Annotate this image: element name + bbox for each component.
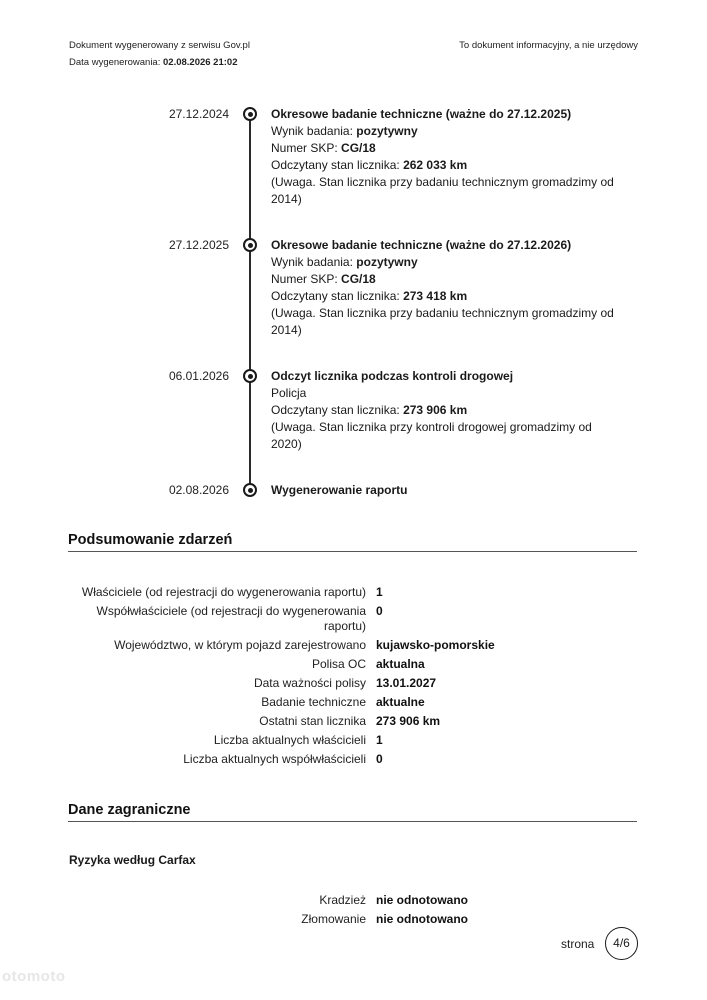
timeline-date: 02.08.2026	[168, 483, 229, 497]
timeline-date: 06.01.2026	[168, 369, 229, 383]
summary-label: Właściciele (od rejestracji do wygenerowania raportu)	[81, 585, 366, 599]
summary-value: 1	[376, 733, 383, 747]
summary-value: 1	[376, 585, 383, 599]
page-label: strona	[561, 937, 595, 951]
summary-value: 0	[376, 752, 383, 766]
timeline-event	[271, 106, 621, 208]
timeline-event	[271, 368, 621, 453]
summary-label: Województwo, w którym pojazd zarejestrowano	[114, 638, 366, 652]
summary-section-title: Podsumowanie zdarzeń	[68, 532, 233, 548]
timeline-date: 27.12.2024	[168, 107, 229, 121]
event-odometer: Odczytany stan licznika: 273 418 km	[271, 289, 468, 303]
timeline-date: 27.12.2025	[168, 238, 229, 252]
event-title: Okresowe badanie techniczne (ważne do 27.12.2025)	[271, 107, 572, 121]
source-note: Dokument wygenerowany z serwisu Gov.pl	[69, 40, 250, 51]
page-number-badge: 4/6	[605, 927, 638, 960]
timeline-event	[271, 482, 621, 499]
event-result: Wynik badania: pozytywny	[271, 124, 418, 138]
section-divider	[68, 821, 637, 822]
disclaimer: To dokument informacyjny, a nie urzędowy	[459, 40, 638, 51]
event-skp: Numer SKP: CG/18	[271, 141, 376, 155]
timeline-dot-icon	[243, 369, 257, 383]
timeline-line	[249, 114, 251, 490]
timeline-event	[271, 237, 621, 339]
watermark: otomoto	[2, 968, 66, 985]
event-title: Odczyt licznika podczas kontroli drogowej	[271, 369, 514, 383]
generated-date-label: Data wygenerowania:	[69, 57, 161, 68]
summary-value: 13.01.2027	[376, 676, 437, 690]
event-title: Wygenerowanie raportu	[271, 483, 408, 497]
carfax-risks-title: Ryzyka według Carfax	[69, 853, 196, 867]
generated-date-value: 02.08.2026 21:02	[163, 57, 238, 68]
summary-value: kujawsko-pomorskie	[376, 638, 495, 652]
carfax-label: Złomowanie	[301, 912, 366, 926]
carfax-value: nie odnotowano	[376, 912, 468, 926]
summary-value: aktualna	[376, 657, 425, 671]
section-divider	[68, 551, 637, 552]
event-note: (Uwaga. Stan licznika przy badaniu technicznym gromadzimy od 2014)	[271, 175, 614, 206]
event-odometer: Odczytany stan licznika: 262 033 km	[271, 158, 468, 172]
event-subtitle: Policja	[271, 386, 307, 400]
generated-date-line	[69, 57, 237, 68]
summary-label: Data ważności polisy	[253, 676, 366, 690]
carfax-label: Kradzież	[319, 893, 366, 907]
summary-value: 0	[376, 604, 383, 618]
event-skp: Numer SKP: CG/18	[271, 272, 376, 286]
timeline-dot-icon	[243, 483, 257, 497]
event-note: (Uwaga. Stan licznika przy badaniu technicznym gromadzimy od 2014)	[271, 306, 614, 337]
carfax-value: nie odnotowano	[376, 893, 468, 907]
timeline-dot-icon	[243, 107, 257, 121]
summary-label: Liczba aktualnych właścicieli	[213, 733, 366, 747]
summary-label: Badanie techniczne	[261, 695, 366, 709]
foreign-section-title: Dane zagraniczne	[68, 802, 191, 818]
event-result: Wynik badania: pozytywny	[271, 255, 418, 269]
timeline-dot-icon	[243, 238, 257, 252]
summary-label: Współwłaściciele (od rejestracji do wygenerowania raportu)	[96, 604, 366, 633]
summary-label: Polisa OC	[311, 657, 366, 671]
event-note: (Uwaga. Stan licznika przy kontroli drogowej gromadzimy od 2020)	[271, 420, 592, 451]
event-odometer: Odczytany stan licznika: 273 906 km	[271, 403, 468, 417]
summary-label: Liczba aktualnych współwłaścicieli	[183, 752, 366, 766]
event-title: Okresowe badanie techniczne (ważne do 27.12.2026)	[271, 238, 572, 252]
summary-value: 273 906 km	[376, 714, 441, 728]
summary-value: aktualne	[376, 695, 425, 709]
summary-label: Ostatni stan licznika	[259, 714, 366, 728]
